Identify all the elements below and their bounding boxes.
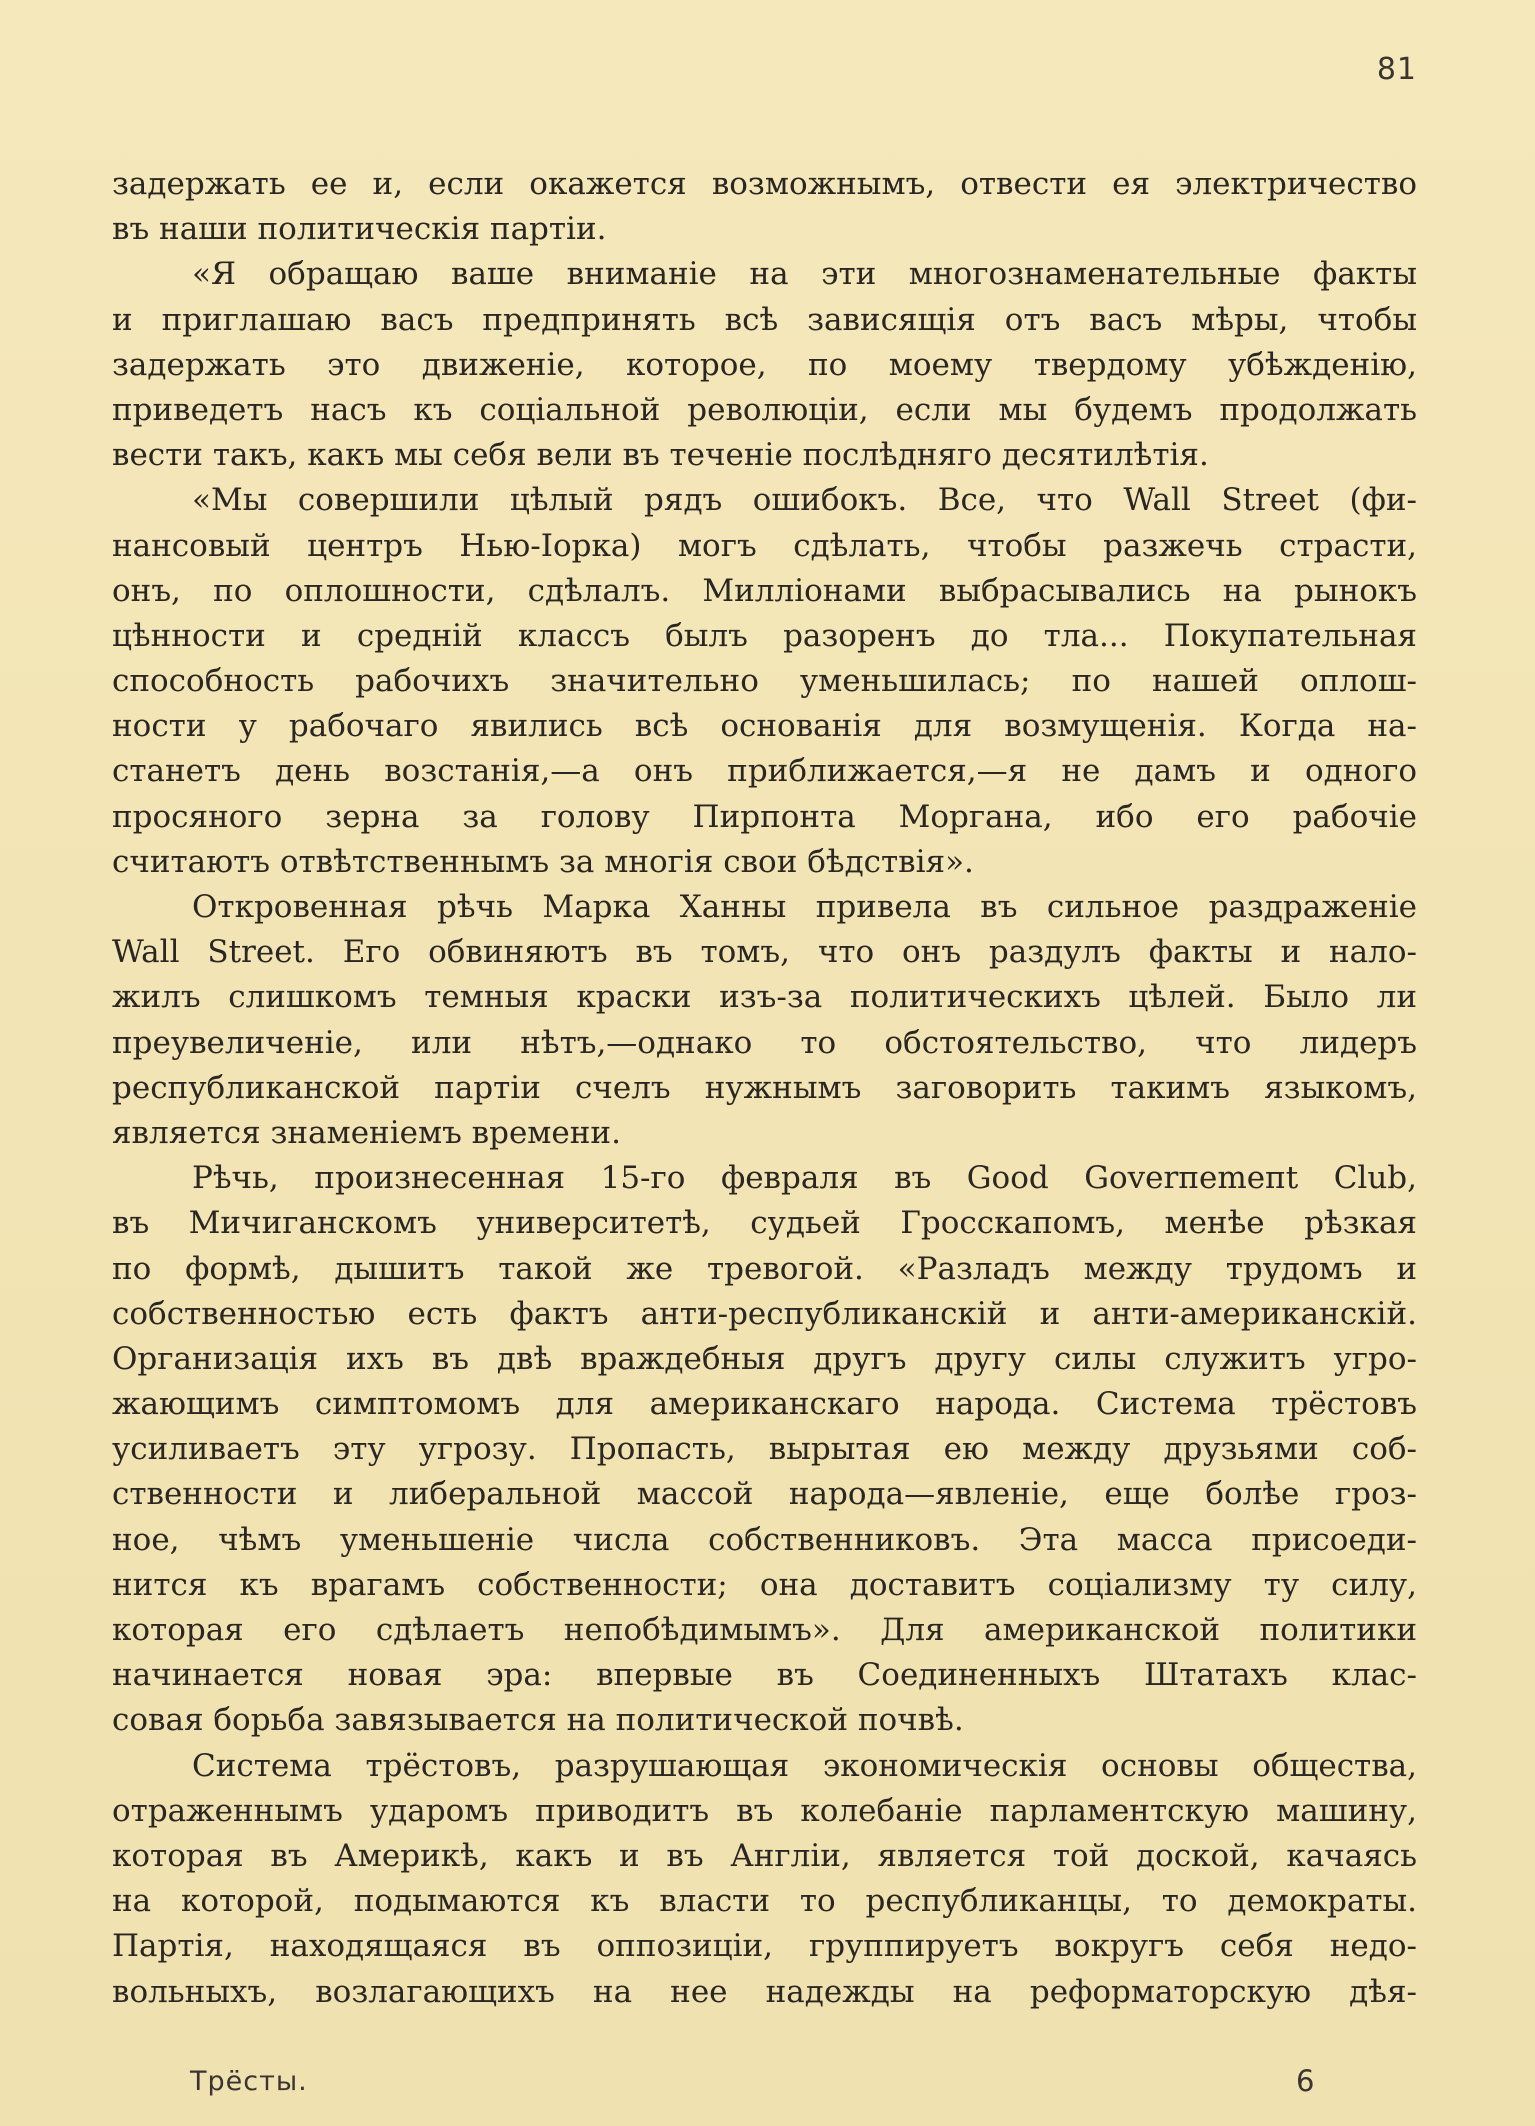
body-text [112,162,1417,2015]
text-line: жилъ слишкомъ темныя краски изъ-за политическихъ цѣлей. Было ли [112,979,1417,1016]
text-line: нится къ врагамъ собственности; она доставитъ соціализму ту силу, [112,1566,1417,1603]
text-line: ное, чѣмъ уменьшеніе числа собственниковъ. Эта масса присоеди- [112,1521,1417,1558]
text-line: и приглашаю васъ предпринять всѣ зависящія отъ васъ мѣры, чтобы [112,301,1417,338]
text-line: жающимъ симптомомъ для американскаго народа. Система трёстовъ [112,1386,1417,1423]
text-line: которая его сдѣлаетъ непобѣдимымъ». Для американской политики [112,1612,1417,1648]
text-line: «Мы совершили цѣлый рядъ ошибокъ. Все, что Wall Street (фи- [192,482,1417,519]
text-line: преувеличеніе, или нѣтъ,—однако то обстоятельство, что лидеръ [112,1024,1417,1061]
text-line: ности у рабочаго явились всѣ основанія для возмущенія. Когда на- [112,708,1417,745]
text-line: Партія, находящаяся въ оппозиціи, группируетъ вокругъ себя недо- [112,1928,1417,1965]
text-line: цѣнности и средній классъ былъ разоренъ до тла... Покупательная [112,617,1417,654]
text-line: Рѣчь, произнесенная 15-го февраля въ Good Goverпemeпt Club, [192,1160,1417,1197]
text-line: Организація ихъ въ двѣ враждебныя другъ другу силы служитъ угро- [112,1340,1417,1377]
text-line: Wall Street. Его обвиняютъ въ томъ, что онъ раздулъ факты и нало- [112,934,1417,971]
text-line: задержать ее и, если окажется возможнымъ, отвести ея электричество [112,166,1417,202]
page-number: 81 [1376,52,1417,87]
text-line: Система трёстовъ, разрушающая экономическія основы общества, [192,1747,1417,1784]
text-line: на которой, подымаются къ власти то республиканцы, то демократы. [112,1883,1417,1920]
text-line: нансовый центръ Нью-Іорка) могъ сдѣлать, чтобы разжечь страсти, [112,527,1417,564]
text-line: вольныхъ, возлагающихъ на нее надежды на реформаторскую дѣя- [112,1973,1417,2010]
text-line: «Я обращаю ваше вниманіе на эти многознаменательные факты [192,256,1417,293]
text-line: станетъ день возстанія,—а онъ приближается,—я не дамъ и одного [112,753,1417,790]
text-line: начинается новая эра: впервые въ Соединенныхъ Штатахъ клас- [112,1657,1417,1694]
text-line: по формѣ, дышитъ такой же тревогой. «Разладъ между трудомъ и [112,1250,1417,1287]
text-line: считаютъ отвѣтственнымъ за многія свои бѣдствія». [112,843,974,880]
text-line: республиканской партіи счелъ нужнымъ заговорить такимъ языкомъ, [112,1069,1417,1106]
text-line: является знаменіемъ времени. [112,1114,621,1151]
text-line: задержать это движеніе, которое, по моему твердому убѣжденію, [112,346,1417,383]
text-line: способность рабочихъ значительно уменьшилась; по нашей оплош- [112,663,1417,700]
signature-mark: 6 [1296,2064,1315,2098]
text-line: въ наши политическія партіи. [112,211,607,248]
text-line: приведетъ насъ къ соціальной революціи, если мы будемъ продолжать [112,391,1417,428]
text-line: отраженнымъ ударомъ приводитъ въ колебаніе парламентскую машину, [112,1792,1417,1829]
text-line: ственности и либеральной массой народа—явленіе, еще болѣе гроз- [112,1476,1417,1513]
text-line: въ Мичиганскомъ университетѣ, судьей Гросскапомъ, менѣе рѣзкая [112,1205,1417,1242]
text-line: просяного зерна за голову Пирпонта Моргана, ибо его рабочіе [112,798,1417,835]
text-line: вести такъ, какъ мы себя вели въ теченіе послѣдняго десятилѣтія. [112,437,1209,474]
text-line: усиливаетъ эту угрозу. Пропасть, вырытая ею между друзьями соб- [112,1431,1417,1468]
text-line: совая борьба завязывается на политической почвѣ. [112,1702,964,1739]
text-line: собственностью есть фактъ анти-республиканскій и анти-американскій. [112,1295,1417,1332]
text-line: которая въ Америкѣ, какъ и въ Англіи, является той доской, качаясь [112,1837,1417,1874]
text-line: онъ, по оплошности, сдѣлалъ. Милліонами выбрасывались на рынокъ [112,572,1417,609]
running-footer-title: Трёсты. [190,2066,308,2097]
text-line: Откровенная рѣчь Марка Ханны привела въ сильное раздраженіе [192,889,1417,925]
